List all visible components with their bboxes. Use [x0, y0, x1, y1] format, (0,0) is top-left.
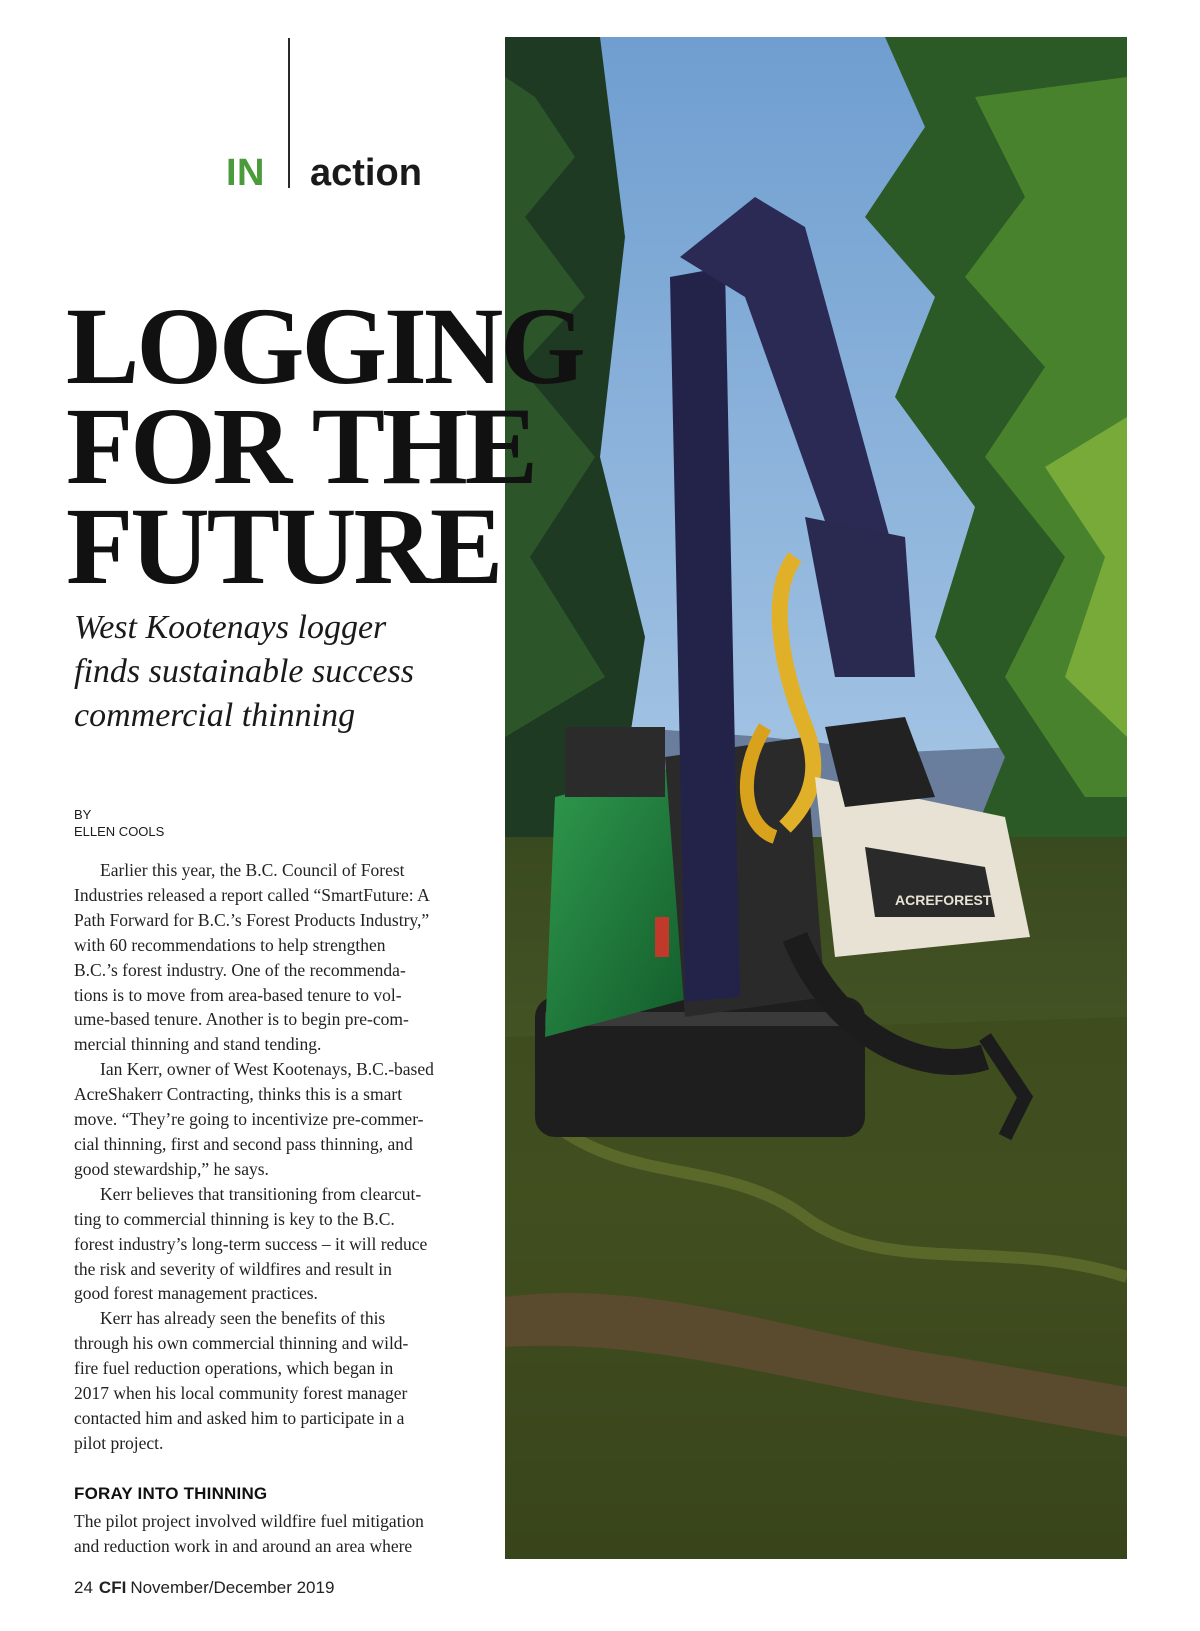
- body-line: forest industry’s long-term success – it will reduce: [74, 1233, 428, 1254]
- body-line: Earlier this year, the B.C. Council of Forest: [100, 860, 405, 880]
- headline-line: FOR THE: [66, 385, 536, 507]
- section-subhead: FORAY INTO THINNING: [74, 1484, 268, 1503]
- deck-line: finds sustainable success: [74, 653, 414, 690]
- body-line: fire fuel reduction operations, which began in: [74, 1358, 394, 1379]
- body-line: cial thinning, first and second pass thinning, and: [74, 1133, 413, 1154]
- headline-line: LOGGING: [66, 285, 583, 407]
- deck-line: commercial thinning: [74, 697, 356, 734]
- body-line: mercial thinning and stand tending.: [74, 1034, 322, 1055]
- body-line: through his own commercial thinning and wild-: [74, 1333, 409, 1354]
- article-deck: [74, 606, 494, 738]
- section-tag-action: action: [310, 152, 422, 194]
- body-line: pilot project.: [74, 1432, 164, 1453]
- page-number: 24: [74, 1578, 93, 1597]
- article-body-continued: [74, 1509, 494, 1559]
- body-line: with 60 recommendations to help strengthen: [74, 934, 386, 955]
- body-line: ting to commercial thinning is key to the B.C.: [74, 1208, 395, 1229]
- body-line: ume-based tenure. Another is to begin pre-com-: [74, 1009, 409, 1030]
- body-line: Industries released a report called “SmartFuture: A: [74, 884, 430, 905]
- body-line: good forest management practices.: [74, 1283, 318, 1304]
- body-line: Kerr believes that transitioning from clearcut-: [100, 1183, 422, 1204]
- byline-by: BY: [74, 807, 92, 822]
- body-line: Ian Kerr, owner of West Kootenays, B.C.-based: [100, 1059, 434, 1080]
- section-divider: [288, 38, 290, 188]
- publication-name: CFI: [98, 1578, 127, 1597]
- byline: [74, 806, 164, 840]
- section-tag-in: IN: [226, 152, 265, 194]
- body-line: move. “They’re going to incentivize pre-commer-: [74, 1109, 424, 1130]
- issue-date: November/December 2019: [130, 1578, 335, 1597]
- body-line: AcreShakerr Contracting, thinks this is a smart: [74, 1084, 403, 1105]
- body-line: the risk and severity of wildfires and result in: [74, 1258, 392, 1279]
- deck-line: West Kootenays logger: [74, 609, 387, 646]
- body-line: and reduction work in and around an area where: [74, 1535, 413, 1556]
- body-line: Path Forward for B.C.’s Forest Products Industry,”: [74, 909, 430, 930]
- body-line: The pilot project involved wildfire fuel mitigation: [74, 1511, 424, 1531]
- harvester-photo: [505, 37, 1127, 1559]
- body-line: 2017 when his local community forest manager: [74, 1383, 408, 1404]
- body-line: tions is to move from area-based tenure to vol-: [74, 984, 402, 1005]
- body-line: B.C.’s forest industry. One of the recommenda-: [74, 959, 406, 980]
- body-line: Kerr has already seen the benefits of this: [100, 1308, 386, 1329]
- body-line: good stewardship,” he says.: [74, 1158, 269, 1179]
- article-headline: [66, 285, 583, 607]
- machine-badge: ACREFOREST: [895, 892, 992, 908]
- byline-author: ELLEN COOLS: [74, 824, 165, 839]
- page-footer: [74, 1578, 334, 1598]
- body-line: contacted him and asked him to participate in a: [74, 1407, 405, 1428]
- article-body: [74, 858, 484, 1456]
- headline-line: FUTURE: [66, 485, 501, 607]
